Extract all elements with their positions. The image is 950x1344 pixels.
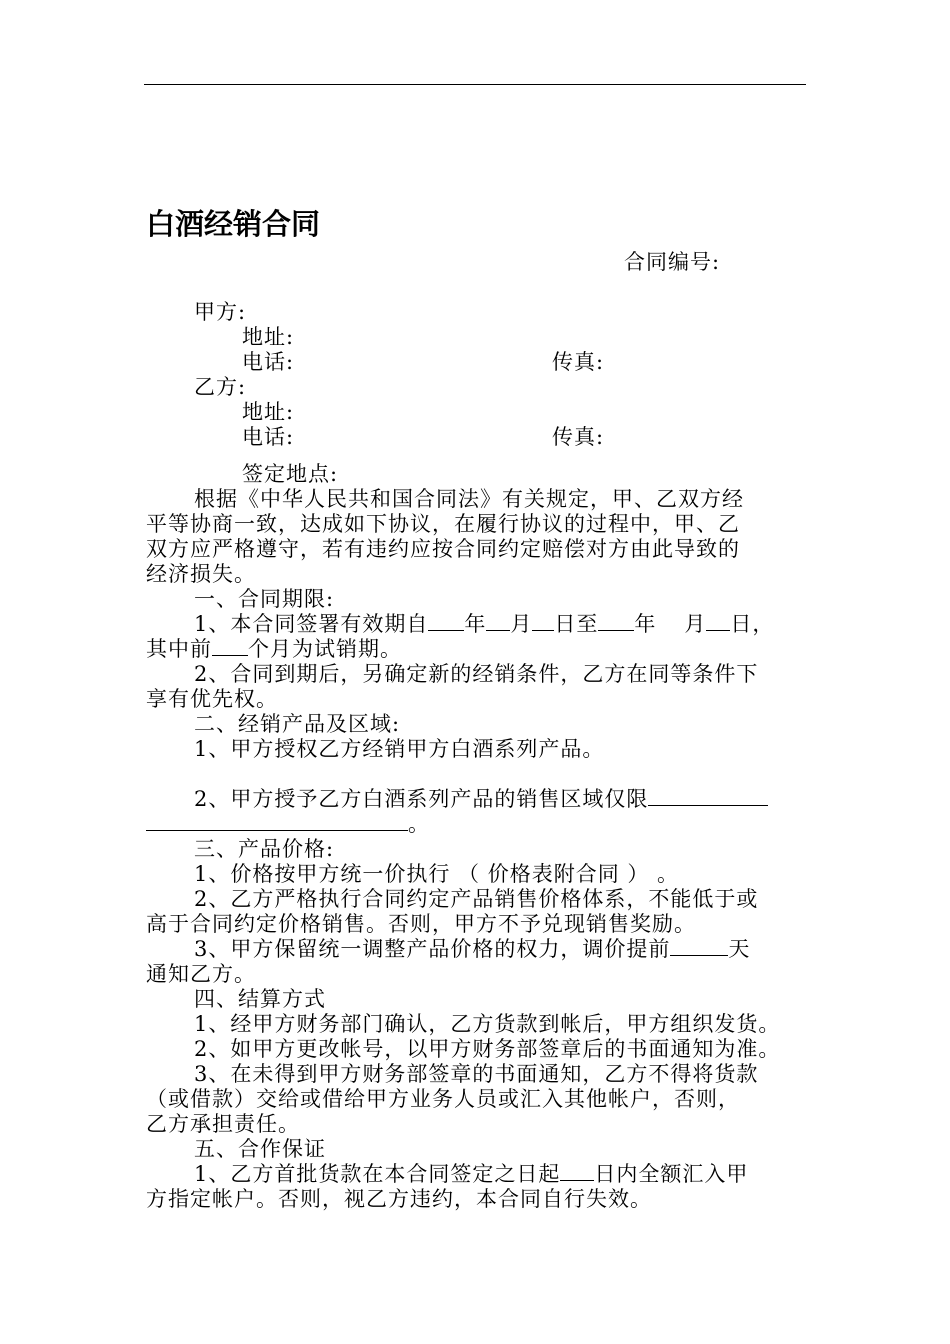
section-3-clause-3	[194, 937, 750, 962]
party-b-label: 乙方:	[194, 375, 247, 399]
section-4-heading: 四、结算方式	[194, 987, 326, 1011]
party-a-label: 甲方:	[194, 300, 247, 324]
section-1-clause-1	[194, 612, 774, 637]
section-3-clause-2: 2、乙方严格执行合同约定产品销售价格体系，不能低于或	[194, 887, 759, 911]
clause-text: 月	[510, 612, 533, 636]
clause-text: 日，	[730, 612, 775, 636]
intro-line-1: 根据《中华人民共和国合同法》有关规定，甲、乙双方经	[194, 487, 744, 511]
clause-text: 月	[684, 612, 707, 636]
section-1-clause-1-cont	[146, 637, 402, 662]
clause-text: 1、乙方首批货款在本合同签定之日起	[194, 1162, 561, 1186]
section-4-clause-3-cont: （或借款）交给或借给甲方业务人员或汇入其他帐户，否则，	[146, 1087, 740, 1111]
clause-text: 2、甲方授予乙方白酒系列产品的销售区域仅限	[194, 787, 649, 811]
section-5-clause-1-cont: 方指定帐户。否则，视乙方违约，本合同自行失效。	[146, 1187, 652, 1211]
clause-text: 个月为试销期。	[248, 637, 402, 661]
section-5-heading: 五、合作保证	[194, 1137, 326, 1161]
blank-field	[532, 612, 554, 631]
section-3-clause-3-cont: 通知乙方。	[146, 962, 256, 986]
section-1-clause-2: 2、合同到期后，另确定新的经销条件，乙方在同等条件下	[194, 662, 759, 686]
clause-text: 其中前	[146, 637, 212, 661]
intro-line-4: 经济损失。	[146, 562, 256, 586]
blank-field	[212, 637, 248, 656]
section-4-clause-2: 2、如甲方更改帐号，以甲方财务部签章后的书面通知为准。	[194, 1037, 781, 1061]
blank-field	[486, 612, 510, 631]
blank-field	[560, 1162, 594, 1181]
party-a-fax-label: 传真:	[552, 350, 605, 374]
clause-text: 日至	[554, 612, 599, 636]
clause-text: 年	[464, 612, 487, 636]
contract-number-label: 合同编号:	[624, 250, 721, 274]
section-1-heading: 一、合同期限:	[194, 587, 335, 611]
header-rule	[144, 84, 806, 85]
section-3-heading: 三、产品价格:	[194, 837, 335, 861]
party-a-address-label: 地址:	[242, 325, 295, 349]
clause-text: 日内全额汇入甲	[594, 1162, 749, 1186]
section-4-clause-1: 1、经甲方财务部门确认，乙方货款到帐后，甲方组织发货。	[194, 1012, 781, 1036]
section-3-clause-1: 1、价格按甲方统一价执行 （ 价格表附合同 ） 。	[194, 862, 680, 886]
section-2-heading: 二、经销产品及区域:	[194, 712, 401, 736]
section-2-clause-2-cont	[146, 812, 430, 837]
blank-field	[428, 612, 464, 631]
blank-field	[706, 612, 730, 631]
clause-text: 。	[408, 812, 430, 836]
clause-text: 年	[634, 612, 657, 636]
blank-field	[146, 812, 408, 831]
party-b-address-label: 地址:	[242, 400, 295, 424]
section-3-clause-2-cont: 高于合同约定价格销售。否则，甲方不予兑现销售奖励。	[146, 912, 696, 936]
intro-line-2: 平等协商一致，达成如下协议，在履行协议的过程中，甲、乙	[146, 512, 740, 536]
section-2-clause-2	[194, 787, 768, 812]
party-b-fax-label: 传真:	[552, 425, 605, 449]
section-5-clause-1	[194, 1162, 748, 1187]
document-title: 白酒经销合同	[146, 207, 321, 241]
blank-field	[598, 612, 634, 631]
section-4-clause-3: 3、在未得到甲方财务部签章的书面通知，乙方不得将货款	[194, 1062, 759, 1086]
party-a-phone-label: 电话:	[242, 350, 295, 374]
intro-line-3: 双方应严格遵守，若有违约应按合同约定赔偿对方由此导致的	[146, 537, 740, 561]
clause-text: 1、本合同签署有效期自	[194, 612, 429, 636]
signing-place-label: 签定地点:	[242, 462, 339, 486]
clause-text: 3、甲方保留统一调整产品价格的权力，调价提前	[194, 937, 671, 961]
blank-field	[670, 937, 728, 956]
party-b-phone-label: 电话:	[242, 425, 295, 449]
blank-field	[648, 787, 768, 806]
clause-text: 天	[728, 937, 751, 961]
section-1-clause-2-cont: 享有优先权。	[146, 687, 278, 711]
section-4-clause-3-cont: 乙方承担责任。	[146, 1112, 300, 1136]
section-2-clause-1: 1、甲方授权乙方经销甲方白酒系列产品。	[194, 737, 605, 761]
